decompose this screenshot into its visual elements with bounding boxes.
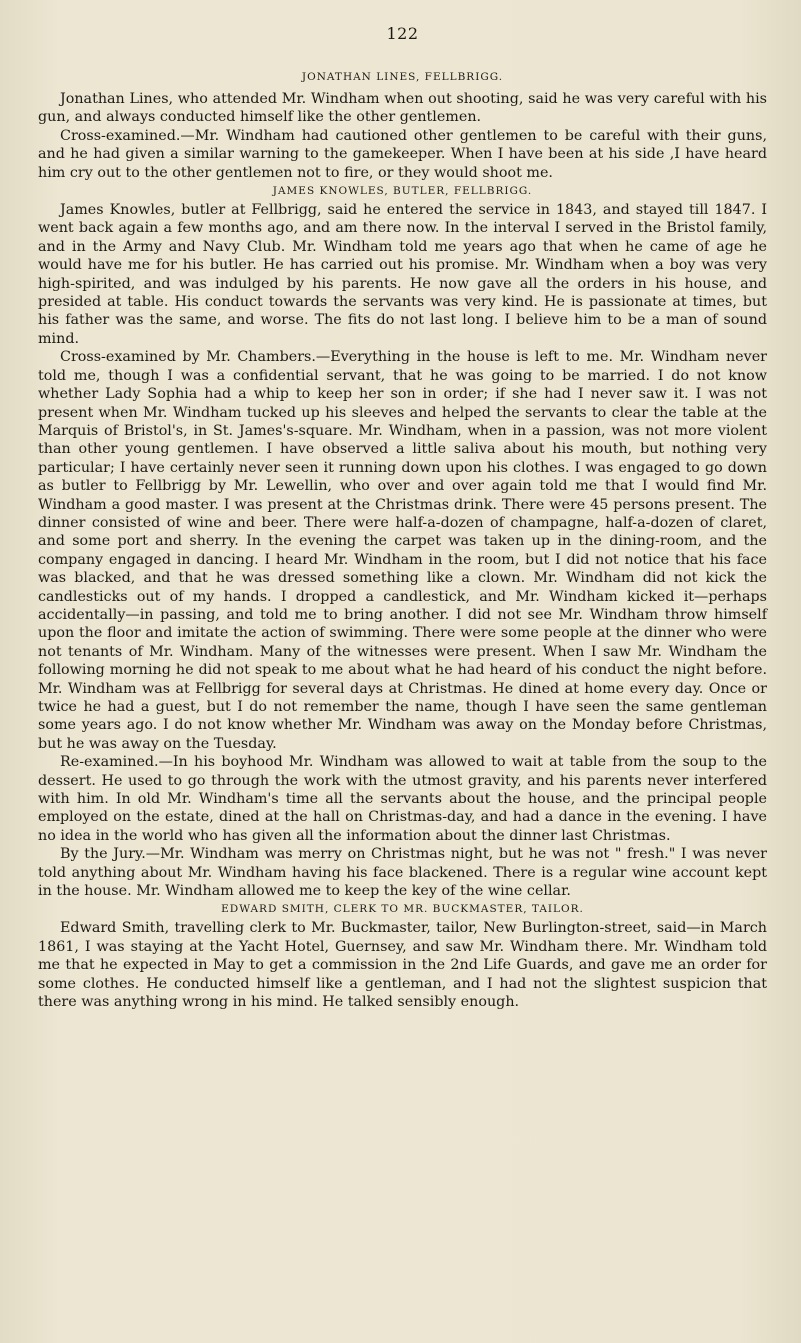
paragraph: Jonathan Lines, who attended Mr. Windham when out shooting, said he was very careful with his gun, and always conducted himself like the other gentlemen. [38,91,767,126]
paragraph: Re-examined.—In his boyhood Mr. Windham was allowed to wait at table from the soup to the dessert. He used to go through the work with the utmost gravity, and his parents never interfered with him. In old Mr. Windham's time all the servants about the house, and the principal people employed on the estate, dined at the hall on Christmas-day, and had a dance in the evening. I have no idea in the world who has given all the information about the dinner last Christmas. [38,754,767,844]
section-heading: JONATHAN LINES, FELLBRIGG. [301,71,504,83]
paragraph: By the Jury.—Mr. Windham was merry on Christmas night, but he was not " fresh." I was never told anything about Mr. Windham having his face blackened. There is a regular wine account kept in the house. Mr. Windham allowed me to keep the key of the wine cellar. [38,846,767,900]
testimony-section-edward-smith [38,903,767,1011]
testimony-section-jonathan-lines [38,71,767,182]
paragraph: Cross-examined.—Mr. Windham had cautioned other gentlemen to be careful with their guns, and he had given a similar warning to the gamekeeper. When I have been at his side ,I have heard him cry out to the other gentlemen not to fire, or they would shoot me. [38,127,767,181]
section-heading: EDWARD SMITH, CLERK TO MR. BUCKMASTER, TAILOR. [221,903,584,916]
paragraph: Edward Smith, travelling clerk to Mr. Buckmaster, tailor, New Burlington-street, said—in March 1861, I was staying at the Yacht Hotel, Guernsey, and saw Mr. Windham there. Mr. Windham told me that he expected in May to get a commission in the 2nd Life Guards, and gave me an order for some clothes. He conducted himself like a gentleman, and I had not the slightest suspicion that there was anything wrong in his mind. He talked sensibly enough. [38,920,767,1011]
testimony-section-james-knowles [38,185,767,900]
section-heading: JAMES KNOWLES, BUTLER, FELLBRIGG. [272,185,533,198]
page-number: 122 [386,24,419,43]
paragraph: James Knowles, butler at Fellbrigg, said he entered the service in 1843, and stayed till 1847. I went back again a few months ago, and am there now. In the interval I served in the Bristol family, and in the Army and Navy Club. Mr. Windham told me years ago that when he came of age he would have me for his butler. He has carried out his promise. Mr. Windham when a boy was very high-spirited, and was indulged by his parents. He now gave all the orders in his house, and presided at table. His conduct towards the servants was very kind. He is passionate at times, but his father was the same, and worse. The fits do not last long. I believe him to be a man of sound mind. [38,202,767,347]
paragraph: Cross-examined by Mr. Chambers.—Everything in the house is left to me. Mr. Windham never told me, though I was a confidential servant, that he was going to be married. I do not know whether Lady Sophia had a whip to keep her son in order; if she had I never saw it. I was not present when Mr. Windham tucked up his sleeves and helped the servants to clear the table at the Marquis of Bristol's, in St. James's-square. Mr. Windham, when in a passion, was not more violent than other young gentlemen. I have observed a little saliva about his mouth, but nothing very particular; I have certainly never seen it running down upon his clothes. I was engaged to go down as butler to Fellbrigg by Mr. Lewellin, who over and over again told me that I would find Mr. Windham a good master. I was present at the Christmas drink. There were 45 persons present. The dinner consisted of wine and beer. There were half-a-dozen of champagne, half-a-dozen of claret, and some port and sherry. In the evening the carpet was taken up in the dining-room, and the company engaged in dancing. I heard Mr. Windham in the room, but I did not notice that his face was blacked, and that he was dressed something like a clown. Mr. Windham did not kick the candlesticks out of my hands. I dropped a candlestick, and Mr. Windham kicked it—perhaps accidentally—in passing, and told me to bring another. I did not see Mr. Windham throw himself upon the floor and imitate the action of swimming. There were some people at the dinner who were not tenants of Mr. Windham. Many of the witnesses were present. When I saw Mr. Windham the following morning he did not speak to me about what he had heard of his conduct the night before. Mr. Windham was at Fellbrigg for several days at Christmas. He dined at home every day. Once or twice he had a guest, but I do not remember the name, though I have seen the same gentleman some years ago. I do not know whether Mr. Windham was away on the Monday before Christmas, but he was away on the Tuesday. [38,349,767,752]
